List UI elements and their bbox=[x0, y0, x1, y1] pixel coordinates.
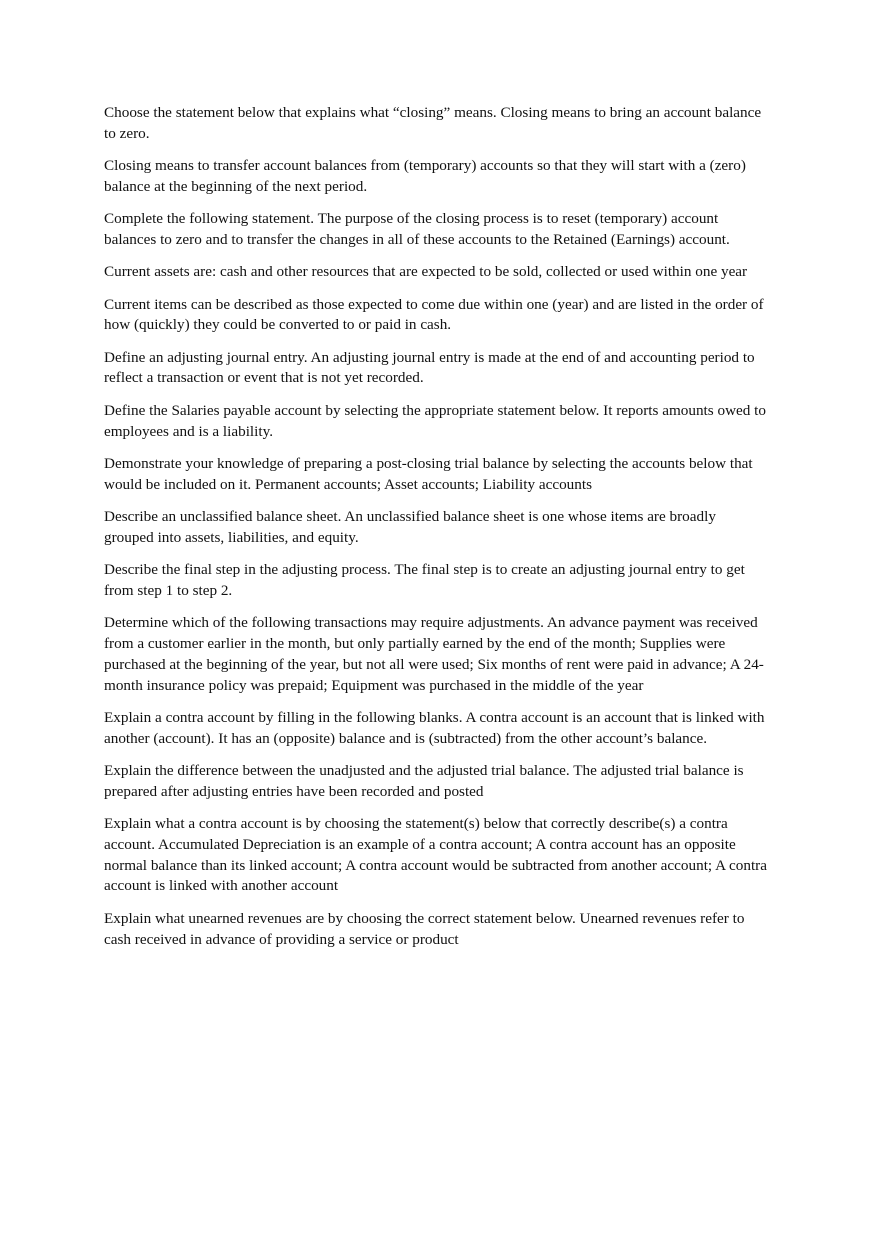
paragraph-transactions-adjustments: Determine which of the following transactions may require adjustments. An advance payment was received from a customer earlier in the month, but only partially earned by the end of the month; Supplies were purchased at the beginning of the year, but not all were used; Six months of rent were paid in advance; A 24-month insurance policy was prepaid; Equipment was purchased in the middle of the year bbox=[104, 614, 764, 694]
paragraph-salaries-payable: Define the Salaries payable account by selecting the appropriate statement below. It reports amounts owed to employees and is a liability. bbox=[104, 401, 766, 440]
paragraph-unearned-revenues: Explain what unearned revenues are by choosing the correct statement below. Unearned revenues refer to cash received in advance of providing a service or product bbox=[104, 909, 745, 948]
paragraph-closing-meaning: Choose the statement below that explains what “closing” means. Closing means to bring an account balance to zero. bbox=[104, 104, 762, 142]
paragraph-adjusting-entry: Define an adjusting journal entry. An adjusting journal entry is made at the end of and accounting period to reflect a transaction or event that is not yet recorded. bbox=[104, 348, 755, 387]
paragraph-current-assets: Current assets are: cash and other resources that are expected to be sold, collected or used within one year bbox=[104, 263, 748, 281]
paragraph-closing-transfer: Closing means to transfer account balances from (temporary) accounts so that they will start with a (zero) balance at the beginning of the next period. bbox=[104, 157, 746, 195]
document-body bbox=[104, 103, 768, 962]
paragraph-contra-account-statements: Explain what a contra account is by choosing the statement(s) below that correctly describe(s) a contra account. Accumulated Depreciation is an example of a contra account; A contra account has an opposite normal balance than its linked account; A contra account would be subtracted from another account; A contra account is linked with another account bbox=[104, 815, 767, 895]
paragraph-trial-balance-difference: Explain the difference between the unadjusted and the adjusted trial balance. The adjusted trial balance is prepared after adjusting entries have been recorded and posted bbox=[104, 761, 744, 800]
paragraph-current-items: Current items can be described as those expected to come due within one (year) and are listed in the order of how (quickly) they could be converted to or paid in cash. bbox=[104, 295, 764, 334]
paragraph-unclassified-balance-sheet: Describe an unclassified balance sheet. An unclassified balance sheet is one whose items are broadly grouped into assets, liabilities, and equity. bbox=[104, 507, 716, 546]
paragraph-closing-purpose: Complete the following statement. The purpose of the closing process is to reset (temporary) account balances to zero and to transfer the changes in all of these accounts to the Retained (Earnings) account. bbox=[104, 210, 730, 248]
paragraph-post-closing-trial-balance: Demonstrate your knowledge of preparing a post-closing trial balance by selecting the accounts below that would be included on it. Permanent accounts; Asset accounts; Liability accounts bbox=[104, 454, 753, 493]
paragraph-final-adjusting-step: Describe the final step in the adjusting process. The final step is to create an adjusting journal entry to get from step 1 to step 2. bbox=[104, 561, 745, 599]
paragraph-contra-account-blanks: Explain a contra account by filling in the following blanks. A contra account is an account that is linked with another (account). It has an (opposite) balance and is (subtracted) from the other account’s balance. bbox=[104, 708, 765, 747]
